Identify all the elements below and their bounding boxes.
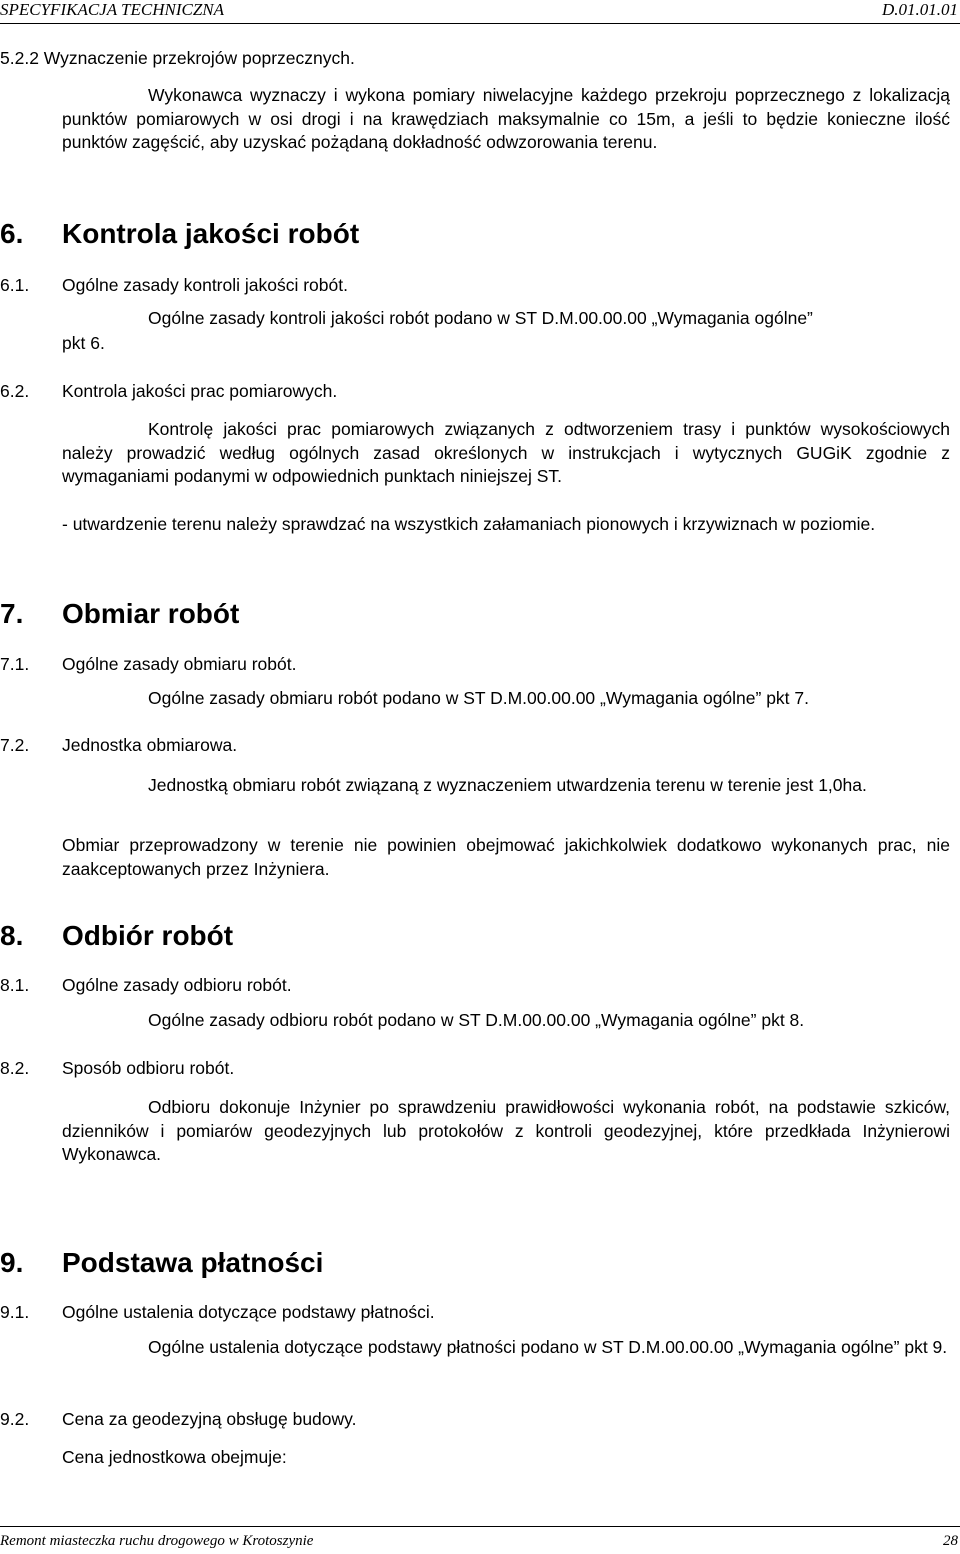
- section-title-7: Obmiar robót: [62, 598, 240, 629]
- subsection-heading-5-2-2: 5.2.2 Wyznaczenie przekrojów poprzecznych.: [0, 48, 355, 68]
- subsection-number-7-1: 7.1.: [0, 654, 30, 674]
- section-title-6: Kontrola jakości robót: [62, 218, 360, 249]
- paragraph-6-2: [62, 418, 950, 489]
- paragraph-9-1: [62, 1336, 950, 1360]
- paragraph-7-2-b: Obmiar przeprowadzony w terenie nie powinien obejmować jakichkolwiek dodatkowo wykonanych prac, nie zaakceptowanych przez Inżyniera.: [62, 835, 950, 879]
- section-number-6: 6.: [0, 218, 24, 249]
- paragraph-7-2-text: Jednostką obmiaru robót związaną z wyznaczeniem utwardzenia terenu w terenie jest 1,0ha.: [148, 775, 867, 795]
- paragraph-6-2-dash: - utwardzenie terenu należy sprawdzać na wszystkich załamaniach pionowych i krzywiznach w poziomie.: [62, 514, 876, 534]
- text-6-1-pkt: pkt 6.: [62, 333, 105, 353]
- subsection-number-8-2: 8.2.: [0, 1058, 30, 1078]
- header-title: SPECYFIKACJA TECHNICZNA: [0, 0, 225, 19]
- subsection-number-9-2: 9.2.: [0, 1409, 30, 1429]
- section-number-8: 8.: [0, 920, 24, 951]
- subsection-title-6-2: Kontrola jakości prac pomiarowych.: [62, 381, 338, 401]
- paragraph-6-2-text: Kontrolę jakości prac pomiarowych związanych z odtworzeniem trasy i punktów wysokościowych należy prowadzić według ogólnych zasad określonych w instrukcjach i wytycznych GUGiK zgodnie z wymaganiami podanymi w odpowiednich punktach niniejszej ST.: [62, 419, 950, 486]
- footer-rule: [0, 1526, 960, 1527]
- subsection-title-7-2: Jednostka obmiarowa.: [62, 735, 238, 755]
- subsection-title-6-1: Ogólne zasady kontroli jakości robót.: [62, 275, 348, 295]
- section-number-7: 7.: [0, 598, 24, 629]
- header-code: D.01.01.01: [881, 0, 958, 19]
- text-7-1: Ogólne zasady obmiaru robót podano w ST D.M.00.00.00 „Wymagania ogólne” pkt 7.: [148, 688, 810, 708]
- section-number-9: 9.: [0, 1247, 24, 1278]
- paragraph-9-1-text: Ogólne ustalenia dotyczące podstawy płatności podano w ST D.M.00.00.00 „Wymagania ogólne” pkt 9.: [148, 1337, 948, 1357]
- subsection-title-7-1: Ogólne zasady obmiaru robót.: [62, 654, 297, 674]
- header-rule: [0, 23, 960, 24]
- paragraph-5-2-2: [62, 84, 950, 155]
- subsection-title-8-2: Sposób odbioru robót.: [62, 1058, 235, 1078]
- subsection-number-8-1: 8.1.: [0, 975, 30, 995]
- text-8-1: Ogólne zasady odbioru robót podano w ST D.M.00.00.00 „Wymagania ogólne” pkt 8.: [148, 1010, 805, 1030]
- subsection-title-8-1: Ogólne zasady odbioru robót.: [62, 975, 292, 995]
- subsection-number-6-1: 6.1.: [0, 275, 30, 295]
- footer-title: Remont miasteczka ruchu drogowego w Krotoszynie: [0, 1533, 314, 1549]
- text-9-2: Cena jednostkowa obejmuje:: [62, 1447, 287, 1467]
- section-title-8: Odbiór robót: [62, 920, 234, 951]
- page-number: 28: [943, 1533, 958, 1549]
- subsection-number-6-2: 6.2.: [0, 381, 30, 401]
- paragraph-8-2-text: Odbioru dokonuje Inżynier po sprawdzeniu prawidłowości wykonania robót, na podstawie szkiców, dzienników i pomiarów geodezyjnych lub protokołów z kontroli geodezyjnej, które przedkłada Inżynierowi Wykonawca.: [62, 1097, 950, 1164]
- text-6-1: Ogólne zasady kontroli jakości robót podano w ST D.M.00.00.00 „Wymagania ogólne”: [148, 308, 813, 328]
- paragraph-7-2: [62, 774, 950, 798]
- section-title-9: Podstawa płatności: [62, 1247, 324, 1278]
- subsection-title-9-2: Cena za geodezyjną obsługę budowy.: [62, 1409, 357, 1429]
- paragraph-5-2-2-text: Wykonawca wyznaczy i wykona pomiary niwelacyjne każdego przekroju poprzecznego z lokalizacją punktów pomiarowych w osi drogi i na krawędziach maksymalnie co 15m, a jeśli to będzie konieczne ilość punktów zagęścić, aby uzyskać pożądaną dokładność odwzorowania terenu.: [62, 85, 950, 152]
- subsection-number-9-1: 9.1.: [0, 1302, 30, 1322]
- subsection-number-7-2: 7.2.: [0, 735, 30, 755]
- subsection-title-9-1: Ogólne ustalenia dotyczące podstawy płatności.: [62, 1302, 435, 1322]
- paragraph-8-2: [62, 1096, 950, 1167]
